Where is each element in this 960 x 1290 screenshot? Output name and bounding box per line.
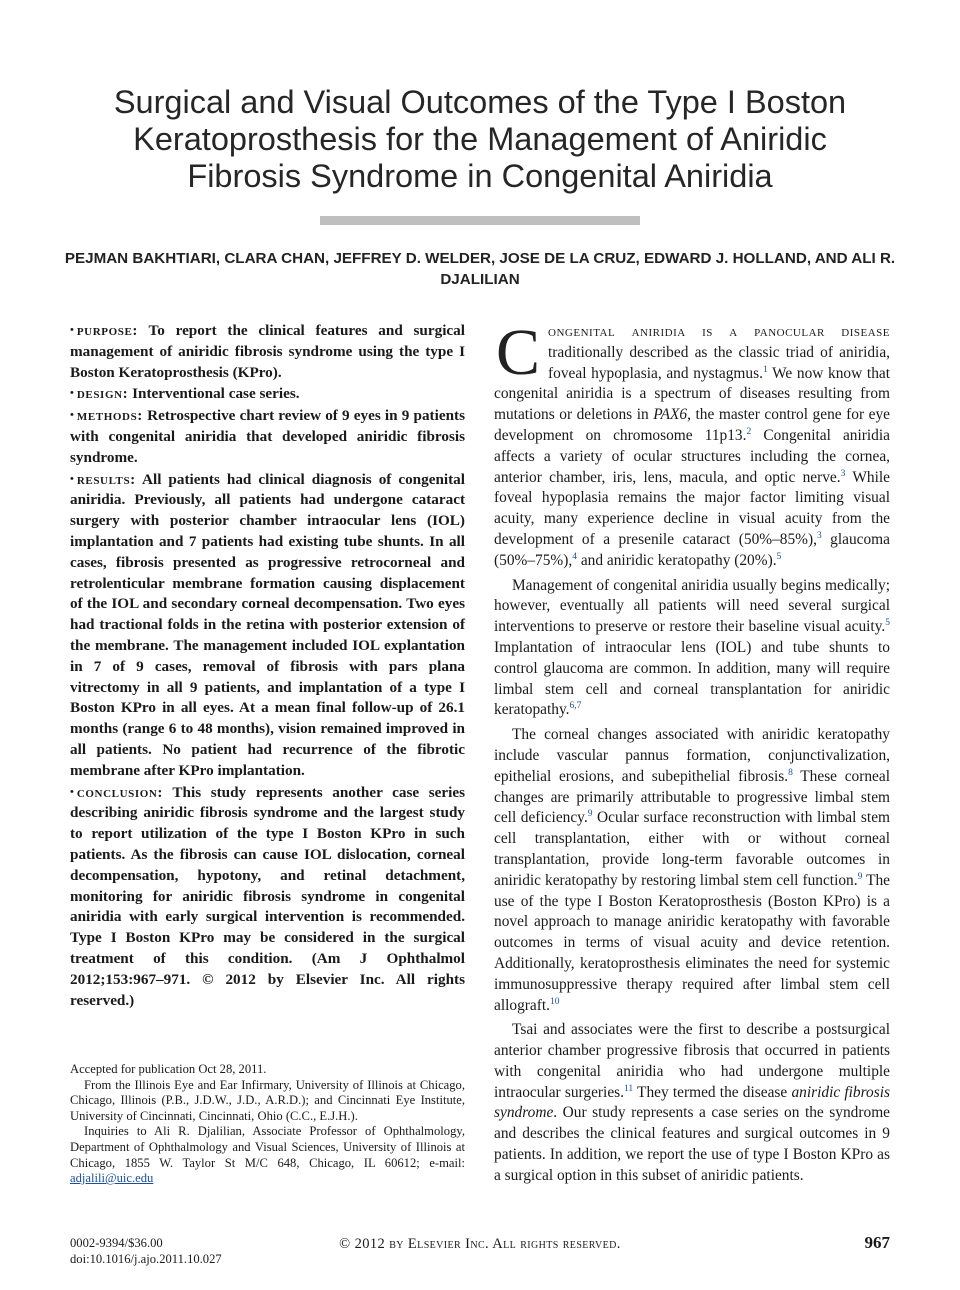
body-text: Tsai and associates were the first to describe a postsurgical anterior chamber progressive fibrosis that occurred in patients with congenital aniridia who had undergone multiple intraocular surgeries. — [494, 1021, 890, 1101]
body-text: Management of congenital aniridia usually begins medically; however, eventually all patients will need several surgical interventions to preserve or restore their baseline visual acuity. — [494, 576, 890, 636]
abstract-citation: (Am J Ophthalmol 2012;153:967–971. © 2012 by Elsevier Inc. All rights reserved.) — [70, 949, 465, 1009]
body-paragraph-1 — [494, 316, 890, 572]
abstract-methods — [70, 405, 465, 468]
bullet-icon: • — [70, 472, 74, 485]
reference-link[interactable]: 4 — [572, 551, 577, 562]
abstract — [70, 320, 465, 1011]
doi: doi:10.1016/j.ajo.2011.10.027 — [70, 1251, 222, 1266]
author-list: PEJMAN BAKHTIARI, CLARA CHAN, JEFFREY D. WELDER, JOSE DE LA CRUZ, EDWARD J. HOLLAND, AND ALI R. DJALILIAN — [64, 250, 896, 288]
body-text: We now know that congenital aniridia is a spectrum of diseases resulting from mutations or deletions in — [494, 364, 890, 424]
reference-link[interactable]: 6,7 — [569, 701, 582, 712]
email-link[interactable]: adjalili@uic.edu — [70, 1171, 154, 1186]
bullet-icon: • — [70, 324, 74, 336]
body-paragraph-4 — [494, 1020, 890, 1186]
reference-link[interactable]: 1 — [762, 364, 768, 375]
methods-text: Retrospective chart review of 9 eyes in 9 patients with congenital aniridia that developed aniridic fibrosis syndrome. — [70, 407, 465, 466]
design-label: design: — [76, 385, 129, 403]
body-text: These corneal changes are primarily attributable to progressive limbal stem cell deficiency. — [494, 767, 890, 827]
gene-name: PAX6 — [653, 406, 688, 424]
abstract-purpose — [70, 320, 465, 383]
page-number: 967 — [864, 1233, 890, 1252]
abstract-conclusion — [70, 782, 465, 1012]
abstract-design — [70, 383, 465, 405]
reference-link[interactable]: 3 — [816, 530, 822, 541]
affiliations-note: From the Illinois Eye and Ear Infirmary, University of Illinois at Chicago, Chicago, Illinois (P.B., J.D.W., J.D., A.R.D.); and Cincinnati Eye Institute, University of Cincinnati, Cincinnati, Ohio (C.C., E.J.H.). — [70, 1077, 465, 1123]
body-paragraph-2 — [494, 576, 890, 722]
correspondence-note — [70, 1124, 465, 1186]
correspondence-text: Inquiries to Ali R. Djalilian, Associate Professor of Ophthalmology, Department of Ophthalmology and Visual Sciences, University of Illinois at Chicago, 1855 W. Taylor St M/C 648, Chicago, IL 60612; e-mail: — [70, 1124, 465, 1170]
body-text: Ocular surface reconstruction with limbal stem cell transplantation, either with or without corneal transplantation, provide long-term favorable outcomes in aniridic keratopathy by restoring limbal stem cell function. — [494, 809, 891, 889]
bullet-icon: • — [70, 409, 74, 422]
body-text: While foveal hypoplasia remains the major factor limiting visual acuity, many experience decline in visual acuity from the development of a presenile cataract (50%–85%), — [494, 468, 890, 548]
disease-term: aniridic fibrosis syndrome — [494, 1083, 890, 1122]
design-text: Interventional case series. — [132, 385, 300, 403]
bullet-icon: • — [70, 387, 74, 400]
body-text: traditionally described as the classic triad of aniridia, foveal hypoplasia, and nystagmus. — [548, 343, 890, 382]
body-text: glaucoma (50%–75%), — [494, 530, 890, 569]
purpose-text: To report the clinical features and surgical management of aniridic fibrosis syndrome using the type I Boston Keratoprosthesis (KPro). — [70, 322, 465, 381]
body-text: The corneal changes associated with aniridic keratopathy include vascular pannus formation, conjunctivalization, epithelial erosions, and subepithelial fibrosis. — [494, 726, 890, 785]
body-text: , the master control gene for eye development on chromosome 11p13. — [494, 406, 890, 444]
results-label: results: — [76, 470, 136, 488]
conclusion-text: This study represents another case series describing aniridic fibrosis syndrome and the largest study to report utilization of the type I Boston KPro in such patients. As the fibrosis can cause IOL dislocation, corneal decompensation, hypotony, and retinal detachment, monitoring for aniridic fibrosis syndrome in congenital aniridia with early surgical intervention is recommended. Type I Boston KPro may be considered in the surgical treatment of this condition. — [70, 783, 465, 967]
reference-link[interactable]: 3 — [840, 468, 846, 479]
body-text: They termed the disease — [633, 1083, 792, 1101]
front-matter-notes — [70, 1062, 465, 1187]
reference-link[interactable]: 9 — [587, 809, 593, 820]
reference-link[interactable]: 5 — [885, 618, 890, 629]
body-text: Implantation of intraocular lens (IOL) and tube shunts to control glaucoma are common. In addition, many will require limbal stem cell and corneal transplantation for aniridic keratopathy. — [494, 638, 890, 719]
reference-link[interactable]: 11 — [623, 1083, 634, 1094]
body-text: and aniridic keratopathy (20%). — [576, 551, 777, 569]
reference-link[interactable]: 5 — [776, 551, 782, 562]
accepted-note: Accepted for publication Oct 28, 2011. — [70, 1062, 267, 1076]
abstract-results — [70, 469, 465, 782]
article-title: Surgical and Visual Outcomes of the Type I Boston Keratoprosthesis for the Management of Aniridic Fibrosis Syndrome in Congenital Aniridia — [113, 84, 847, 194]
reference-link[interactable]: 9 — [857, 871, 863, 882]
copyright-notice: © 2012 by Elsevier Inc. All rights reserved. — [339, 1236, 621, 1252]
results-text: All patients had clinical diagnosis of congenital aniridia. Previously, all patients had undergone cataract surgery with posterior chamber intraocular lens (IOL) implantation and 7 patients had existing tube shunts. In all cases, fibrosis presented as progressive retrocorneal and retrolenticular membrane formation causing displacement of the IOL and secondary corneal decompensation. Two eyes had tractional folds in the retina with posterior extension of the membrane. The management included IOL explantation in 7 of 9 cases, removal of fibrosis with pars plana vitrectomy in all 9 patients, and implantation of a type I Boston KPro in all eyes. At a mean final follow-up of 26.1 months (range 6 to 48 months), vision remained improved in all patients. No patient had recurrence of the fibrotic membrane after KPro implantation. — [70, 470, 465, 779]
conclusion-label: conclusion: — [76, 783, 164, 801]
purpose-label: purpose: — [76, 322, 139, 339]
title-divider — [320, 216, 640, 225]
article-body — [494, 316, 891, 1191]
methods-label: methods: — [76, 407, 143, 425]
body-text: The use of the type I Boston Keratoprosthesis (Boston KPro) is a novel approach to manage aniridic keratopathy with favorable outcomes in terms of visual acuity and device retention. Additionally, keratoprosthesis eliminates the need for systemic immunosuppressive therapy required after limbal stem cell allograft. — [494, 871, 891, 1014]
body-paragraph-3 — [494, 725, 890, 1016]
issn-price: 0002-9394/$36.00 — [70, 1236, 163, 1250]
reference-link[interactable]: 2 — [746, 426, 752, 437]
bullet-icon: • — [70, 785, 74, 798]
drop-cap: C — [496, 316, 541, 389]
reference-link[interactable]: 8 — [788, 767, 793, 778]
body-text: Congenital aniridia affects a variety of ocular structures including the cornea, anterior chamber, iris, lens, macula, and optic nerve. — [494, 426, 890, 486]
reference-link[interactable]: 10 — [549, 996, 560, 1007]
body-text: . Our study represents a case series on the syndrome and describes the clinical features and surgical outcomes in 9 patients. In addition, we report the use of type I Boston KPro as a surgical option in this subset of aniridic patients. — [494, 1104, 890, 1184]
lead-in: ongenital aniridia is a panocular disease — [548, 323, 890, 340]
